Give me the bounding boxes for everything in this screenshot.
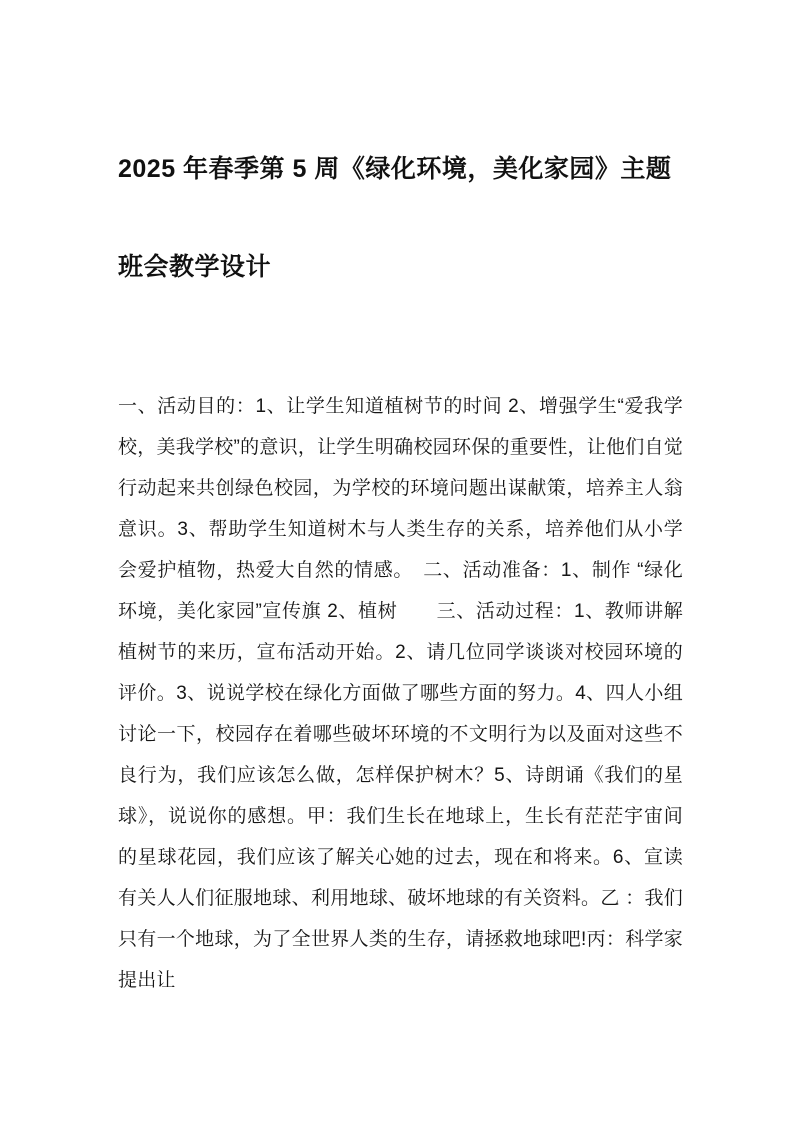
page-title: 2025 年春季第 5 周《绿化环境，美化家园》主题班会教学设计 — [118, 155, 672, 281]
title-body-spacer — [118, 316, 683, 386]
document-body-text: 一、活动目的：1、让学生知道植树节的时间 2、增强学生“爱我学校，美我学校”的意识，让学生明确校园环保的重要性，让他们自觉行动起来共创绿色校园，为学校的环境问题出谋献策，培养主人翁意识。3、帮助学生知道树木与人类生存的关系，培养他们从小学会爱护植物，热爱大自然的情感。 二、活动准备：1、制作 “绿化环境，美化家园”宣传旗 2、植树 三、活动过程：1、教师讲解植树节的来历，宣布活动开始。2、请几位同学谈谈对校园环境的评价。3、说说学校在绿化方面做了哪些方面的努力。4、四人小组讨论一下，校园存在着哪些破坏环境的不文明行为以及面对这些不良行为，我们应该怎么做，怎样保护树木？5、诗朗诵《我们的星球》，说说你的感想。甲：我们生长在地球上，生长有茫茫宇宙间的星球花园，我们应该了解关心她的过去，现在和将来。6、宣读有关人人们征服地球、利用地球、破坏地球的有关资料。乙 ：我们只有一个地球，为了全世界人类的生存，请拯救地球吧!丙：科学家提出让 — [118, 396, 683, 991]
